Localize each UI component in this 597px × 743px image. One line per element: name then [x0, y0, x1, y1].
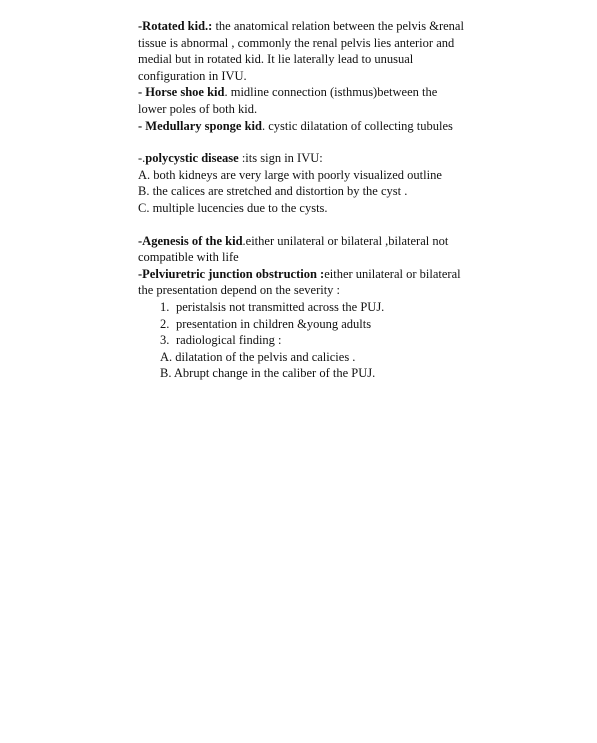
puj-lettered-list [138, 349, 468, 382]
medullary-sponge-text: . cystic dilatation of collecting tubules [261, 118, 453, 133]
rotated-kidney-term: -Rotated kid.: [138, 19, 213, 33]
puj-numbered-list [138, 299, 468, 349]
agenesis-term: -Agenesis of the kid [138, 233, 243, 248]
puj-term: -Pelviuretric junction obstruction : [138, 266, 325, 281]
horseshoe-kidney-term: - Horse shoe kid [138, 85, 225, 100]
puj-lettered-item-a: A. dilatation of the pelvis and calicies . [160, 349, 356, 364]
agenesis-paragraph [138, 233, 468, 266]
polycystic-text: :its sign in IVU: [238, 151, 323, 166]
rotated-kidney-text: the anatomical relation between the pelvis &renal tissue is abnormal , commonly the renal pelvis lies anterior and medial but in rotated kid. It lie laterally lead to unusual configuration in IVU. [138, 19, 464, 83]
polycystic-prefix: -. [138, 151, 146, 166]
spacer [138, 134, 468, 150]
puj-numbered-item: 1. peristalsis not transmitted across the PUJ. [160, 299, 385, 314]
medullary-sponge-paragraph [138, 118, 468, 135]
polycystic-item-a: A. both kidneys are very large with poorly visualized outline [138, 167, 442, 182]
horseshoe-kidney-paragraph [138, 84, 468, 117]
puj-numbered-item: 3. radiological finding : [160, 333, 282, 348]
spacer [138, 217, 468, 233]
polycystic-term: polycystic disease [145, 151, 239, 166]
puj-numbered-item: 2. presentation in children &young adults [160, 316, 372, 331]
polycystic-item-b: B. the calices are stretched and distortion by the cyst . [138, 184, 408, 199]
puj-paragraph [138, 266, 468, 299]
document-page [138, 18, 468, 382]
puj-lettered-item-b: B. Abrupt change in the caliber of the PUJ. [160, 366, 376, 381]
polycystic-item-c: C. multiple lucencies due to the cysts. [138, 200, 328, 215]
agenesis-text: .either unilateral or bilateral ,bilateral not compatible with life [138, 233, 449, 265]
horseshoe-kidney-text: . midline connection (isthmus)between the lower poles of both kid. [138, 85, 438, 116]
polycystic-paragraph [138, 150, 468, 167]
rotated-kidney-paragraph [138, 18, 468, 84]
medullary-sponge-term: - Medullary sponge kid [138, 118, 262, 133]
puj-text: either unilateral or bilateral the presentation depend on the severity : [138, 266, 461, 298]
